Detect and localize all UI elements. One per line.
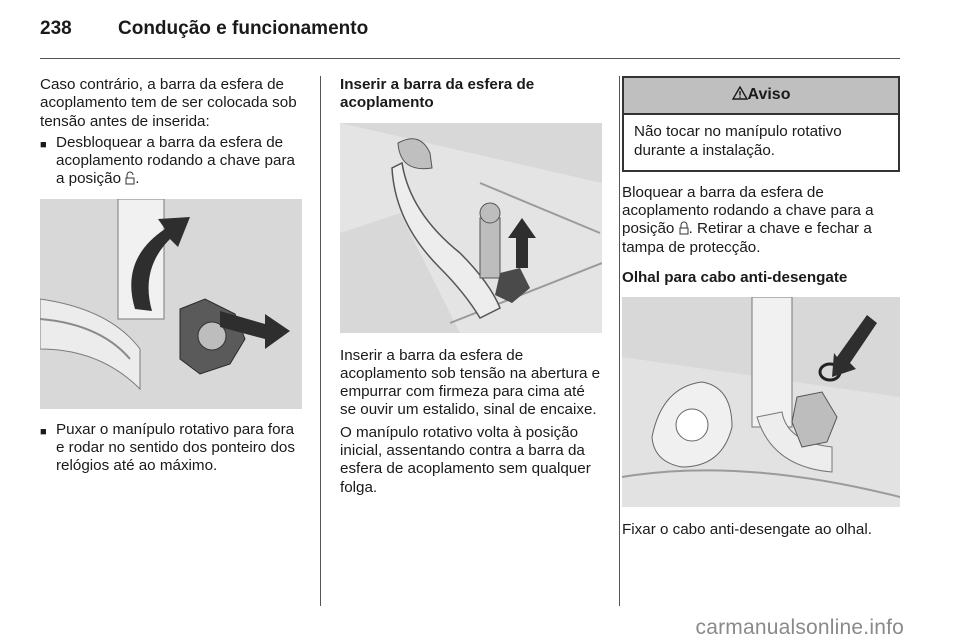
illustration-ball-bar-insert bbox=[340, 123, 602, 333]
warning-text: Não tocar no manípulo rotativo durante a instalação. bbox=[634, 123, 842, 159]
bullet-text: Desbloquear a barra da esfera de acoplamento rodando a chave para a posição bbox=[56, 133, 295, 188]
page-title: Condução e funcionamento bbox=[118, 18, 369, 39]
paragraph: Inserir a barra da esfera de acoplamento sob tensão na abertura e empurrar com firmeza para cima até se ouvir um estalido, sinal de encaixe. bbox=[340, 346, 601, 419]
column-2 bbox=[340, 76, 604, 497]
lock-key-icon bbox=[679, 221, 689, 235]
column-divider bbox=[320, 76, 321, 606]
unlock-key-icon bbox=[125, 171, 135, 185]
paragraph: Bloquear a barra da esfera de acoplamento rodando a chave para a posição . Retirar a chave e fechar a tampa de protecção. bbox=[622, 183, 874, 256]
warning-triangle-icon bbox=[732, 86, 748, 100]
paragraph: Fixar o cabo anti-desengate ao olhal. bbox=[622, 521, 872, 539]
bullet-text: Puxar o manípulo rotativo para fora e rodar no sentido dos ponteiro dos relógios até ao máximo. bbox=[56, 420, 295, 475]
column-3 bbox=[622, 76, 902, 540]
column-divider bbox=[619, 76, 620, 606]
column-1 bbox=[40, 76, 304, 476]
bullet-icon: ■ bbox=[40, 138, 47, 151]
intro-paragraph: Caso contrário, a barra da esfera de acoplamento tem de ser colocada sob tensão antes de inserida: bbox=[40, 76, 297, 130]
paragraph: O manípulo rotativo volta à posição inicial, assentando contra a barra da esfera de acoplamento sem qualquer folga. bbox=[340, 423, 591, 496]
section-heading: Inserir a barra da esfera de acoplamento bbox=[340, 76, 535, 112]
illustration-rotary-knob bbox=[40, 199, 302, 409]
warning-box bbox=[622, 76, 900, 172]
list-item: ■ Desbloquear a barra da esfera de acoplamento rodando a chave para a posição . bbox=[40, 133, 295, 188]
watermark: carmanualsonline.info bbox=[695, 616, 904, 639]
warning-header bbox=[624, 78, 898, 115]
page-number: 238 bbox=[40, 18, 72, 39]
bullet-icon: ■ bbox=[40, 425, 47, 438]
section-heading: Olhal para cabo anti-desengate bbox=[622, 269, 848, 287]
illustration-cable-eyelet bbox=[622, 297, 900, 507]
header-rule bbox=[40, 58, 900, 59]
warning-title: Aviso bbox=[747, 86, 791, 103]
list-item bbox=[40, 421, 304, 476]
